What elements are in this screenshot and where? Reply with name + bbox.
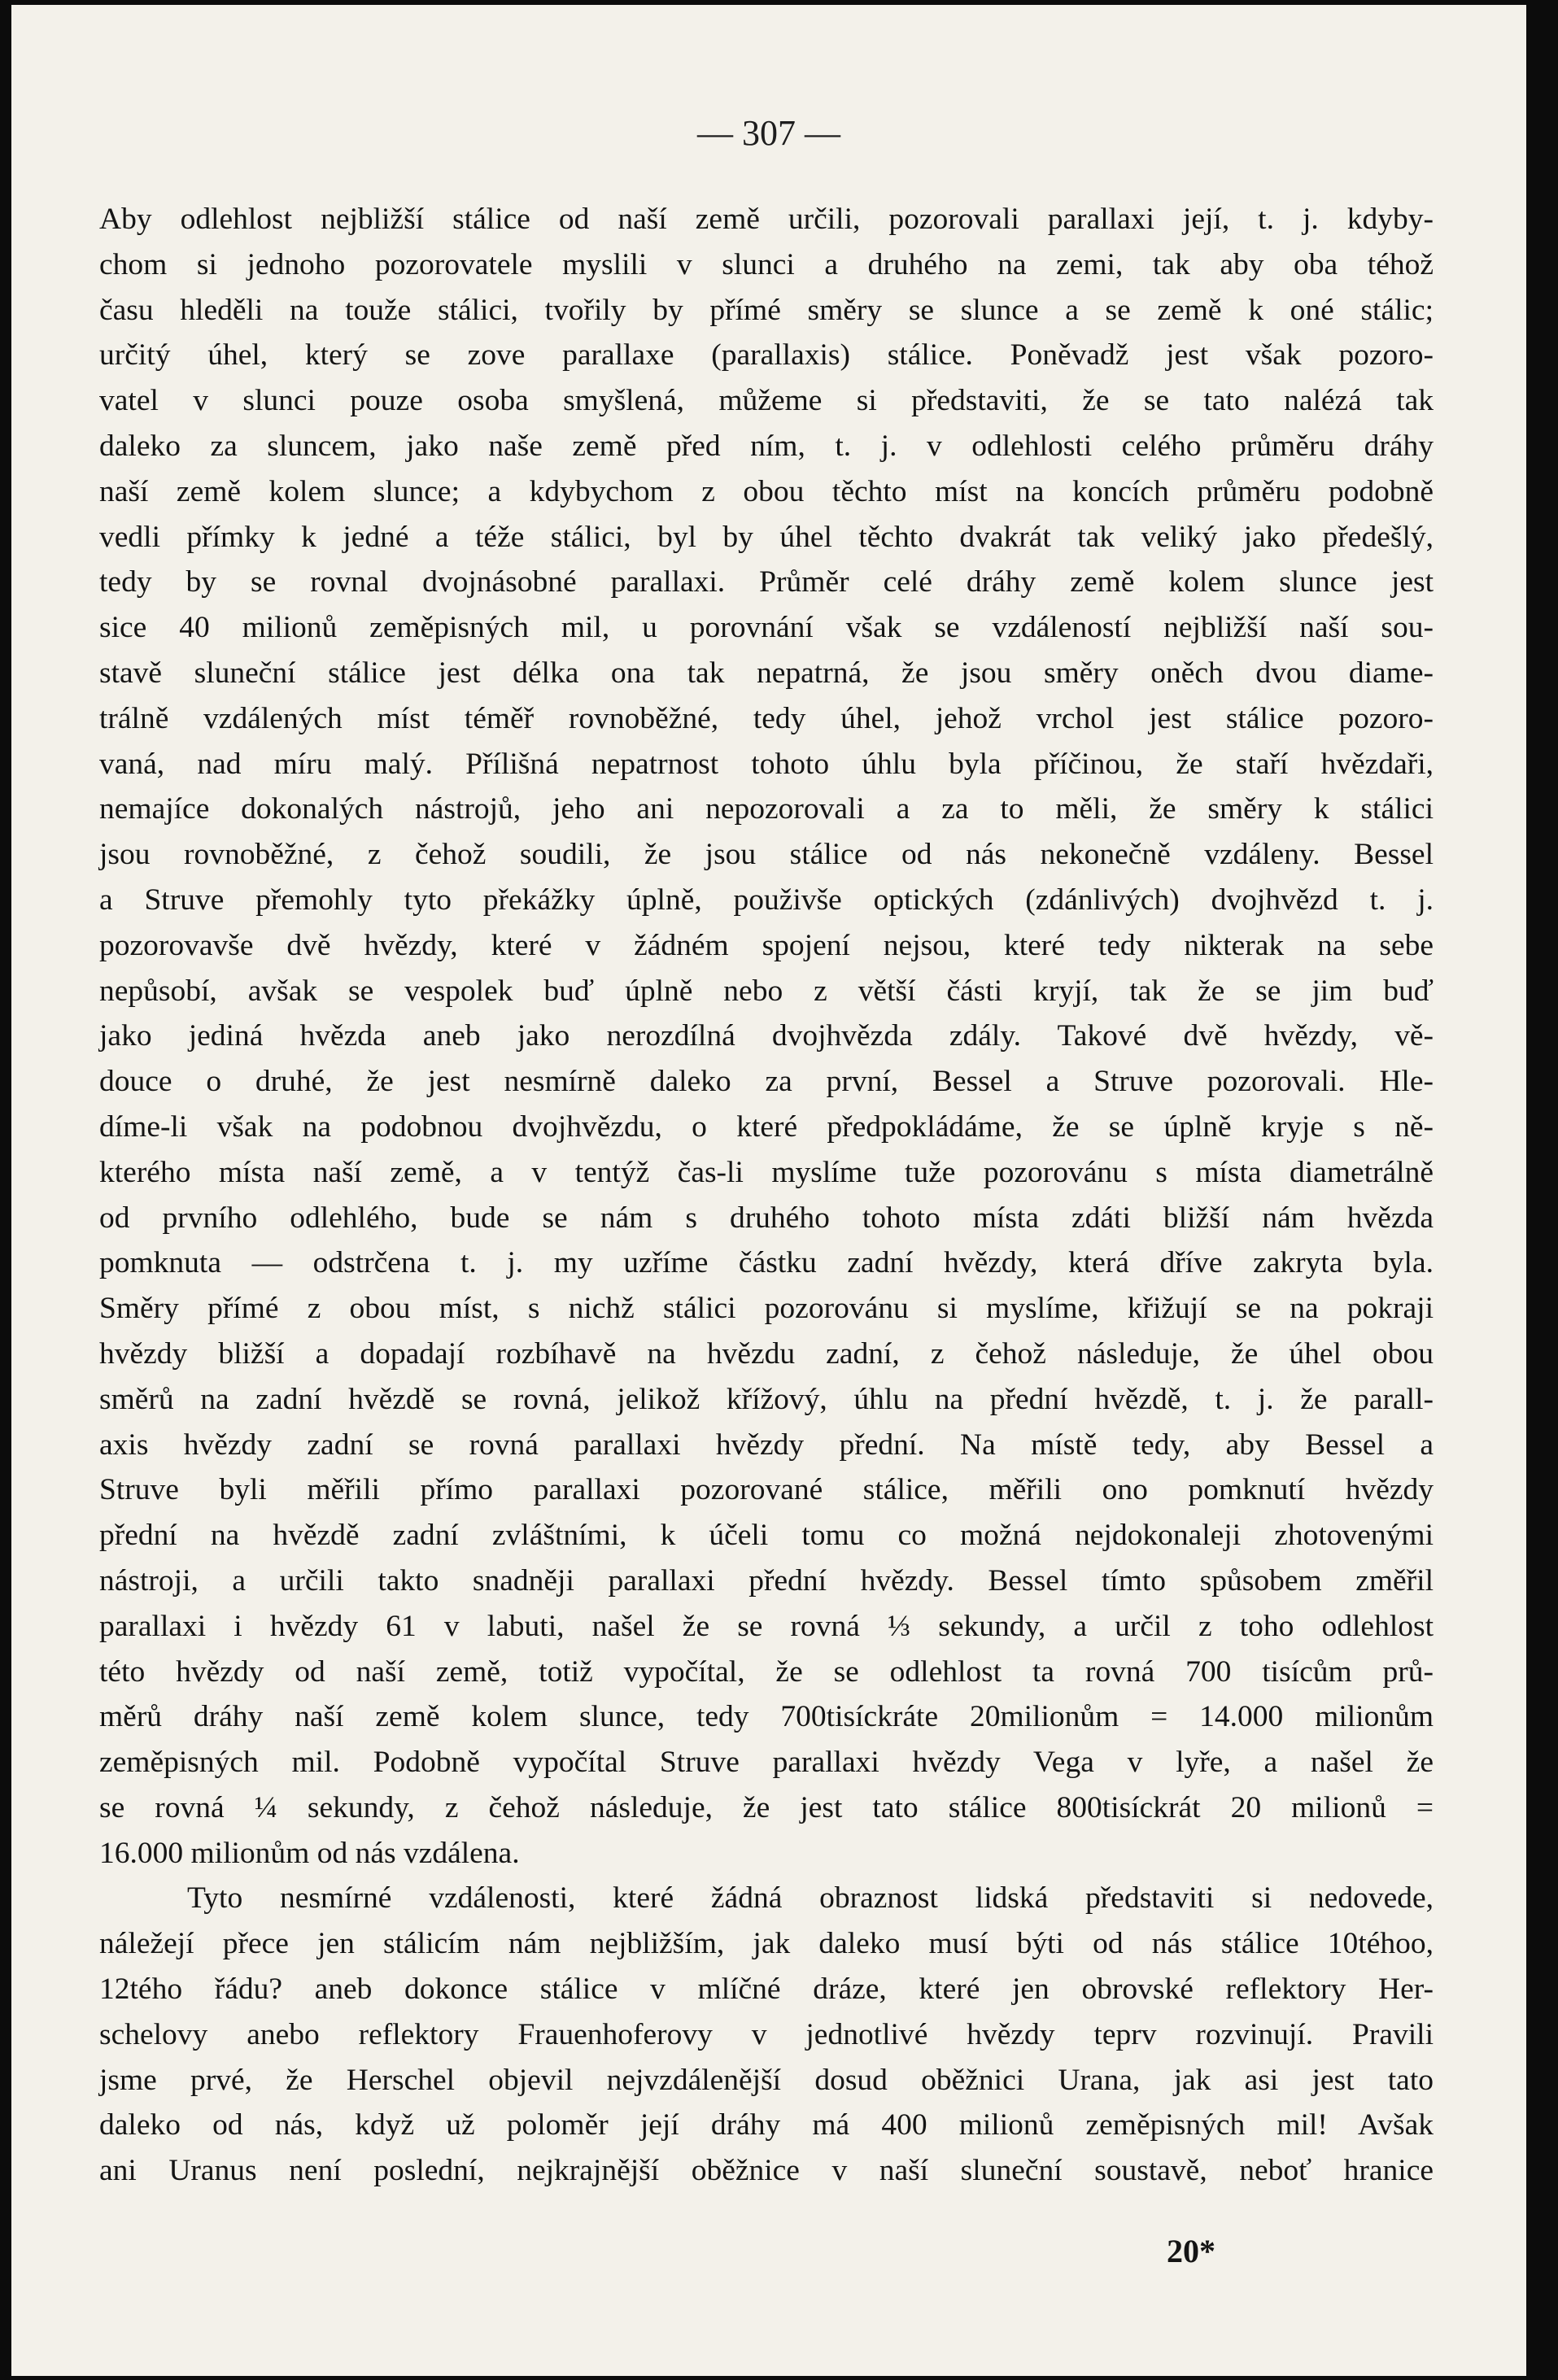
text-line: Struve byli měřili přímo parallaxi pozorované stálice, měřili ono pomknutí hvězdy	[99, 1473, 1434, 1507]
body-text	[99, 197, 1434, 2194]
book-page	[11, 5, 1526, 2376]
text-line: daleko za sluncem, jako naše země před ním, t. j. v odlehlosti celého průměru dráhy	[99, 429, 1434, 463]
text-line: ani Uranus není poslední, nejkrajnější oběžnice v naší sluneční soustavě, neboť hranice	[99, 2154, 1434, 2188]
text-line: stavě sluneční stálice jest délka ona tak nepatrná, že jsou směry oněch dvou diame-	[99, 656, 1434, 690]
text-line: daleko od nás, když už poloměr její dráhy má 400 milionů zeměpisných mil! Avšak	[99, 2108, 1434, 2142]
paragraph-1	[99, 197, 1434, 1876]
paragraph-2	[99, 1876, 1434, 2194]
text-line: Směry přímé z obou míst, s nichž stálici pozorovánu si myslíme, křižují se na pokraji	[99, 1292, 1434, 1326]
text-line: 16.000 milionům od nás vzdálena.	[99, 1836, 520, 1870]
text-line: nepůsobí, avšak se vespolek buď úplně nebo z větší části kryjí, tak že se jim buď	[99, 974, 1434, 1008]
text-line: jsou rovnoběžné, z čehož soudili, že jsou stálice od nás nekonečně vzdáleny. Bessel	[99, 838, 1434, 872]
text-line: určitý úhel, který se zove parallaxe (parallaxis) stálice. Poněvadž jest však pozoro-	[99, 338, 1434, 373]
text-line: trálně vzdálených míst téměř rovnoběžné, tedy úhel, jehož vrchol jest stálice pozoro-	[99, 701, 1434, 735]
text-line: a Struve přemohly tyto překážky úplně, použivše optických (zdánlivých) dvojhvězd t. j.	[99, 883, 1434, 917]
text-line: nástroji, a určili takto snadněji parallaxi přední hvězdy. Bessel tímto spůsobem změřil	[99, 1563, 1434, 1598]
text-line: naší země kolem slunce; a kdybychom z obou těchto míst na koncích průměru podobně	[99, 474, 1434, 508]
text-line: hvězdy bližší a dopadají rozbíhavě na hvězdu zadní, z čehož následuje, že úhel obou	[99, 1336, 1434, 1371]
text-line: chom si jednoho pozorovatele myslili v slunci a druhého na zemi, tak aby oba téhož	[99, 247, 1434, 281]
text-line: axis hvězdy zadní se rovná parallaxi hvězdy přední. Na místě tedy, aby Bessel a	[99, 1428, 1434, 1462]
text-line: pomknuta — odstrčena t. j. my uzříme částku zadní hvězdy, která dříve zakryta byla.	[99, 1246, 1434, 1280]
text-line: nemajíce dokonalých nástrojů, jeho ani nepozorovali a za to měli, že směry k stálici	[99, 792, 1434, 826]
text-line: vaná, nad míru malý. Přílišná nepatrnost tohoto úhlu byla příčinou, že staří hvězdaři,	[99, 747, 1434, 781]
text-line: schelovy anebo reflektory Frauenhoferovy v jednotlivé hvězdy teprv rozvinují. Pravili	[99, 2017, 1434, 2051]
text-line: parallaxi i hvězdy 61 v labuti, našel že se rovná ⅓ sekundy, a určil z toho odlehlost	[99, 1609, 1434, 1643]
text-line: kterého místa naší země, a v tentýž čas-li myslíme tuže pozorovánu s místa diametrálně	[99, 1155, 1434, 1189]
text-line: díme-li však na podobnou dvojhvězdu, o které předpokládáme, že se úplně kryje s ně-	[99, 1109, 1434, 1144]
page-number: — 307 —	[697, 113, 840, 153]
text-line: Tyto nesmírné vzdálenosti, které žádná obraznost lidská představiti si nedovede,	[187, 1881, 1434, 1916]
text-line: směrů na zadní hvězdě se rovná, jelikož křížový, úhlu na přední hvězdě, t. j. že parall-	[99, 1382, 1434, 1416]
text-line: zeměpisných mil. Podobně vypočítal Struve parallaxi hvězdy Vega v lyře, a našel že	[99, 1746, 1434, 1780]
text-line: douce o druhé, že jest nesmírně daleko za první, Bessel a Struve pozorovali. Hle-	[99, 1065, 1434, 1099]
text-line: Aby odlehlost nejbližší stálice od naší země určili, pozorovali parallaxi její, t. j. kdyby-	[99, 203, 1434, 236]
text-line: času hleděli na touže stálici, tvořily by přímé směry se slunce a se země k oné stálic;	[99, 293, 1434, 327]
text-line: 12tého řádu? aneb dokonce stálice v mlíčné dráze, které jen obrovské reflektory Her-	[99, 1972, 1434, 2007]
text-line: náležejí přece jen stálicím nám nejbližším, jak daleko musí býti od nás stálice 10téhoo,	[99, 1927, 1434, 1961]
text-line: vedli přímky k jedné a téže stálici, byl by úhel těchto dvakrát tak veliký jako předešlý,	[99, 520, 1434, 554]
text-line: jako jediná hvězda aneb jako nerozdílná dvojhvězda zdály. Takové dvě hvězdy, vě-	[99, 1019, 1434, 1053]
text-line: tedy by se rovnal dvojnásobné parallaxi. Průměr celé dráhy země kolem slunce jest	[99, 565, 1434, 599]
text-line: jsme prvé, že Herschel objevil nejvzdálenější dosud oběžnici Urana, jak asi jest tato	[99, 2063, 1434, 2097]
text-line: pozorovavše dvě hvězdy, které v žádném spojení nejsou, které tedy nikterak na sebe	[99, 928, 1434, 962]
sheet-signature: 20*	[1167, 2233, 1215, 2269]
text-line: této hvězdy od naší země, totiž vypočítal, že se odlehlost ta rovná 700 tisícům prů-	[99, 1654, 1434, 1689]
text-line: sice 40 milionů zeměpisných mil, u porovnání však se vzdáleností nejbližší naší sou-	[99, 611, 1434, 645]
text-line: přední na hvězdě zadní zvláštními, k účeli tomu co možná nejdokonaleji zhotovenými	[99, 1519, 1434, 1553]
text-line: měrů dráhy naší země kolem slunce, tedy 700tisíckráte 20milionům = 14.000 milionům	[99, 1700, 1434, 1734]
text-line: vatel v slunci pouze osoba smyšlená, můžeme si představiti, že se tato nalézá tak	[99, 384, 1434, 418]
text-line: od prvního odlehlého, bude se nám s druhého tohoto místa zdáti bližší nám hvězda	[99, 1201, 1434, 1235]
text-line: se rovná ¼ sekundy, z čehož následuje, že jest tato stálice 800tisíckrát 20 milionů =	[99, 1790, 1434, 1824]
